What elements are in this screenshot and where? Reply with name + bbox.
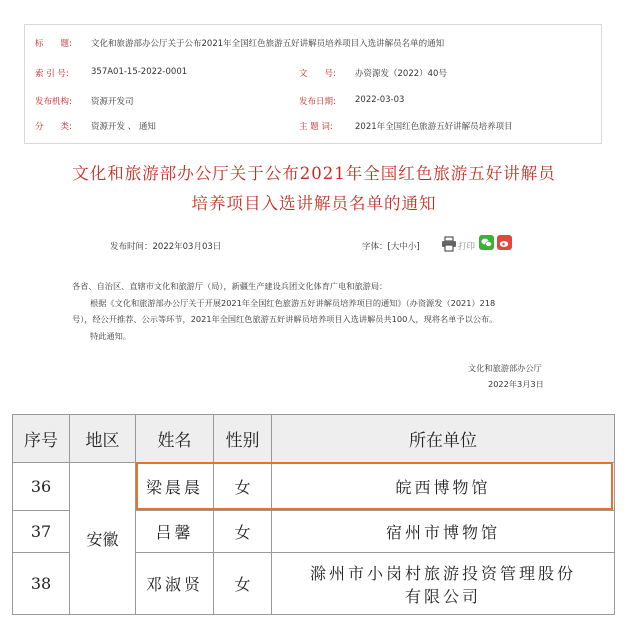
meta-category-value: 资源开发 、 通知: [91, 122, 156, 132]
region-cell: 安徽: [70, 463, 136, 615]
row-number: 36: [13, 463, 70, 511]
meta-topic-value: 2021年全国红色旅游五好讲解员培养项目: [355, 122, 513, 132]
header-region: 地区: [70, 415, 136, 463]
unit-line-1: 滁州市小岗村旅游投资管理股份: [309, 563, 576, 583]
signer-text: 文化和旅游部办公厅: [468, 363, 542, 373]
paragraph-line-1: 根据《文化和旅游部办公厅关于开展2021年全国红色旅游五好讲解员培养项目的通知》（办资源发（2021）218: [90, 298, 496, 308]
meta-row-title: [25, 37, 601, 51]
gender-cell: 女: [214, 463, 272, 511]
header-gender: 性别: [214, 415, 272, 463]
sign-date-text: 2022年3月3日: [488, 379, 544, 389]
meta-docno-value: 办资源发（2022）40号: [355, 69, 447, 79]
row-number: 38: [13, 553, 70, 615]
meta-publisher-value: 资源开发司: [91, 97, 134, 107]
meta-index-value: 357A01-15-2022-0001: [91, 67, 188, 77]
header-number: 序号: [13, 415, 70, 463]
header-unit: 所在单位: [272, 415, 615, 463]
unit-line-2: 有限公司: [404, 586, 481, 606]
salutation-text: 各省、自治区、直辖市文化和旅游厅（局），新疆生产建设兵团文化体育广电和旅游局：: [72, 281, 388, 291]
weibo-icon[interactable]: [497, 235, 512, 250]
gender-cell: 女: [214, 511, 272, 553]
gender-cell: 女: [214, 553, 272, 615]
meta-date-label: 发布日期:: [299, 97, 336, 107]
header-name: 姓名: [136, 415, 214, 463]
person-name: 邓淑贤: [136, 553, 214, 615]
person-name: 梁晨晨: [136, 463, 214, 511]
meta-row-index: [25, 67, 601, 81]
closing-text: 特此通知。: [90, 331, 131, 341]
unit-cell: 皖西博物馆: [272, 463, 615, 511]
meta-row-publisher: [25, 95, 601, 109]
paragraph-line-2: 号），经公开推荐、公示等环节，2021年全国红色旅游五好讲解员培养项目入选讲解员共100人，现将名单予以公布。: [72, 314, 498, 324]
publish-time: 发布时间：2022年03月03日: [110, 242, 222, 252]
meta-title-value: 文化和旅游部办公厅关于公布2021年全国红色旅游五好讲解员培养项目入选讲解员名单的通知: [91, 39, 445, 49]
meta-date-value: 2022-03-03: [355, 95, 405, 105]
document-metadata-box: [24, 24, 602, 144]
meta-topic-label: 主 题 词:: [299, 122, 333, 132]
page-title-line-1: 文化和旅游部办公厅关于公布2021年全国红色旅游五好讲解员: [72, 164, 556, 183]
printer-icon[interactable]: [441, 236, 457, 252]
person-name: 吕馨: [136, 511, 214, 553]
unit-cell: 宿州市博物馆: [272, 511, 615, 553]
table-header-row: [13, 415, 615, 463]
meta-publisher-label: 发布机构:: [35, 97, 72, 107]
meta-category-label: 分 类:: [35, 122, 72, 132]
name-list-table: [12, 414, 615, 615]
meta-index-label: 索 引 号:: [35, 69, 69, 79]
meta-docno-label: 文 号:: [299, 69, 336, 79]
table-row: [13, 463, 615, 511]
print-label[interactable]: 打印: [458, 242, 476, 252]
unit-cell: [272, 553, 615, 615]
meta-row-category: [25, 120, 601, 134]
row-number: 37: [13, 511, 70, 553]
font-size-selector[interactable]: 字体：[大中小]: [362, 242, 420, 252]
wechat-icon[interactable]: [479, 235, 494, 250]
page-title-line-2: 培养项目入选讲解员名单的通知: [191, 194, 437, 213]
meta-title-label: 标 题:: [35, 39, 72, 49]
